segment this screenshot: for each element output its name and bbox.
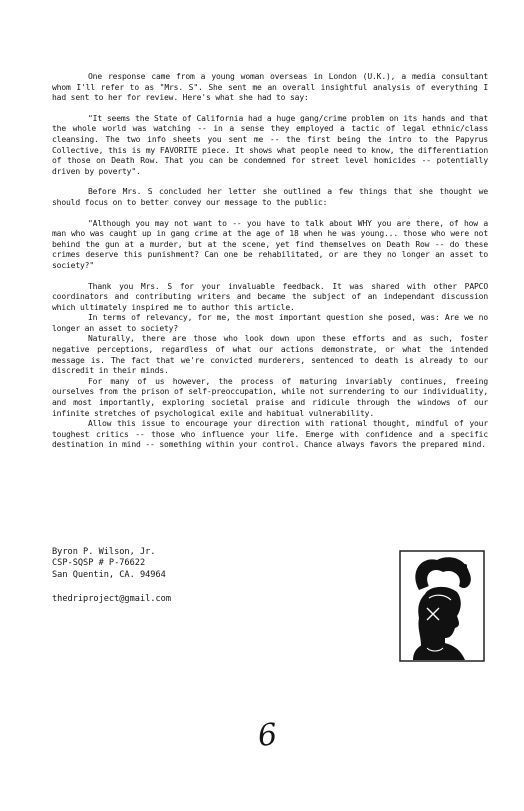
author-name: Byron P. Wilson, Jr. — [52, 547, 156, 557]
paragraph-relevancy: In terms of relevancy, for me, the most important question she posed, was: Are we no longer an asset to society? — [52, 313, 488, 333]
author-address: San Quentin, CA. 94964 — [52, 569, 166, 580]
quote-first: "It seems the State of California had a huge gang/crime problem on its hands and that the whole world was watching -- in a sense they employed a tactic of legal ethnic/class cleansing. The two info sheets you sent me -- the first being the intro to the Papyrus Collective, this is my FAVORITE piece. It shows what people need to know, the differentiation of those on Death Row. That you can be condemned for street level homicides -- potentially driven by poverty". — [52, 113, 488, 176]
paragraph-maturing: For many of us however, the process of maturing invariably continues, freeing ourselves from the prison of self-preoccupation, while not surrendering to our individuality, and most importantly, exploring societal praise and ridicule through the windows of our infinite stretches of psychological exile and habitual vulnerability. — [52, 376, 488, 418]
inmate-id: CSP-SQSP # P-76622 — [52, 558, 146, 569]
paragraph-transition: Before Mrs. S concluded her letter she outlined a few things that she thought we should focus on to better convey our message to the public: — [52, 187, 488, 207]
paragraph-intro: One response came from a young woman overseas in London (U.K.), a media consultant whom I'll refer to as "Mrs. S". She sent me an overall insightful analysis of everything I had sent to her for review. Here's what she had to say: — [52, 72, 488, 103]
emblem-illustration — [399, 550, 485, 662]
article-body — [52, 72, 488, 451]
paragraph-thanks: Thank you Mrs. S for your invaluable feedback. It was shared with other PAPCO coordinators and contributing writers and became the subject of an independant discussion which ultimately inspired me to author this article. — [52, 281, 488, 312]
page-number: 6 — [256, 717, 279, 754]
quote-second: "Although you may not want to -- you have to talk about WHY you are there, of how a man who was caught up in gang crime at the age of 18 when he was young... those who were not behind the gun at a murder, but at the scene, yet find themselves on Death Row -- do these crimes deserve this punishment? Can one be rehabilitated, or are they no longer an asset to society?" — [52, 218, 488, 270]
paragraph-naturally: Naturally, there are those who look down upon these efforts and as such, foster negative perceptions, regardless of what our actions demonstrate, or what the intended message is. The fact that we're convicted murderers, sentenced to death is already to our discredit in their minds. — [52, 334, 488, 376]
author-email: thedriproject@gmail.com — [52, 593, 171, 604]
paragraph-closing: Allow this issue to encourage your direction with rational thought, mindful of your toughest critics -- those who influence your life. Emerge with confidence and a specific destination in mind -- something within your control. Chance always favors the prepared mind. — [52, 419, 488, 450]
signature-block — [52, 547, 171, 605]
